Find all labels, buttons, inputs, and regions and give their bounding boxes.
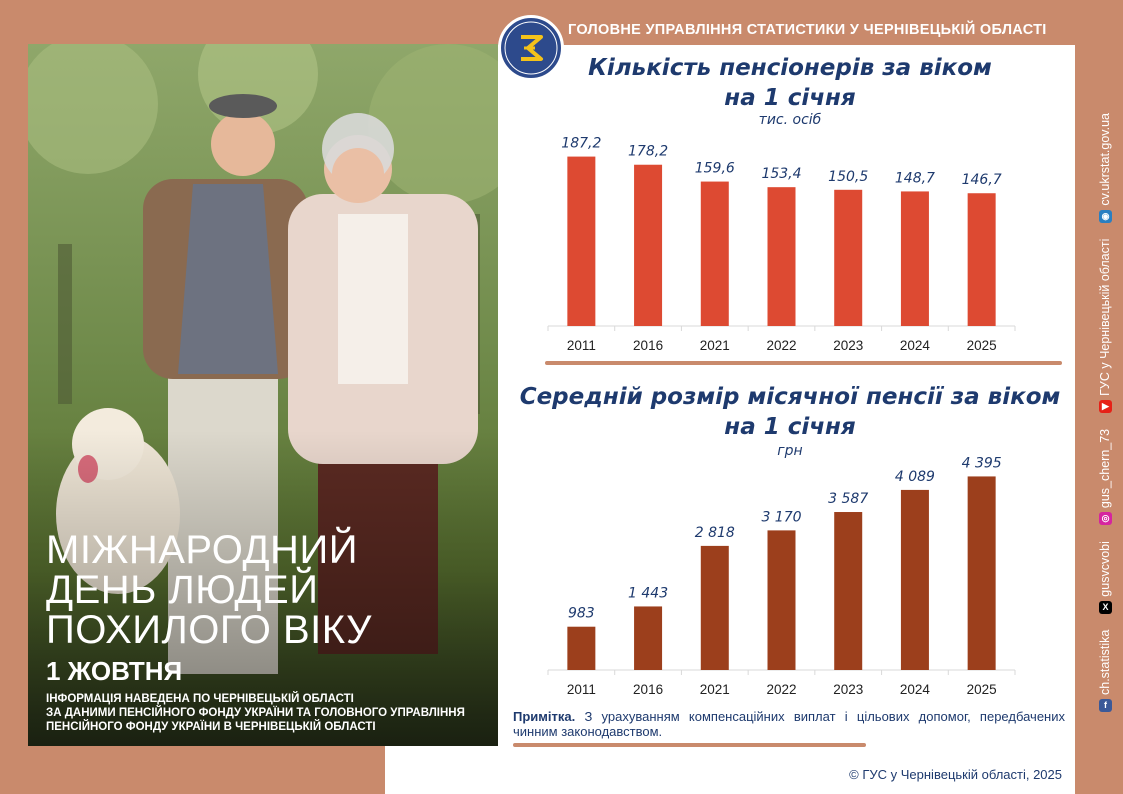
- bar-2022: [768, 187, 796, 326]
- data-label-2011: 187,2: [561, 135, 602, 152]
- org-title: ГОЛОВНЕ УПРАВЛІННЯ СТАТИСТИКИ У ЧЕРНІВЕЦЬКІЙ ОБЛАСТІ: [568, 22, 1047, 38]
- poster-title-line-2: ДЕНЬ ЛЮДЕЙ: [46, 568, 319, 612]
- social-label: cv.ukrstat.gov.ua: [1098, 112, 1112, 206]
- data-label-2022: 3 170: [761, 509, 802, 526]
- bar-2021: [701, 182, 729, 326]
- chart-1-title: [500, 53, 1080, 113]
- bar-2016: [634, 606, 662, 670]
- data-label-2021: 2 818: [694, 524, 735, 541]
- pensioners-count-chart: [540, 125, 1030, 360]
- data-label-2025: 146,7: [961, 172, 1002, 189]
- x-tick-label-2023: 2023: [833, 338, 864, 353]
- average-pension-chart: [540, 450, 1030, 700]
- bar-2023: [834, 190, 862, 326]
- x-tick-label-2022: 2022: [766, 682, 797, 697]
- chart-2-title-line-2: на 1 січня: [724, 414, 856, 440]
- social-item[interactable]: [1098, 113, 1112, 223]
- social-item[interactable]: [1098, 429, 1112, 525]
- x-tick-label-2016: 2016: [633, 338, 664, 353]
- web-icon: ◉: [1099, 210, 1112, 223]
- chart-note: [513, 709, 1065, 739]
- social-label: ch.statistika: [1098, 629, 1112, 695]
- chart-2-unit: грн: [777, 443, 803, 459]
- x-tick-label-2016: 2016: [633, 682, 664, 697]
- facebook-icon: f: [1099, 699, 1112, 712]
- data-label-2025: 4 395: [961, 455, 1002, 472]
- data-label-2024: 148,7: [894, 170, 935, 187]
- data-label-2016: 1 443: [628, 585, 669, 602]
- poster-title: [46, 530, 486, 650]
- chart-2-title-line-1: Середній розмір місячної пенсії за віком: [519, 384, 1061, 410]
- social-label: ГУС у Чернівецькій області: [1098, 238, 1112, 396]
- data-label-2023: 3 587: [828, 491, 869, 508]
- instagram-icon: ◎: [1099, 512, 1112, 525]
- data-label-2023: 150,5: [828, 168, 869, 185]
- poster-title-line-1: МІЖНАРОДНИЙ: [46, 528, 358, 572]
- note-divider: [513, 743, 866, 747]
- x-tick-label-2025: 2025: [966, 338, 997, 353]
- social-label: gus_chern_73: [1098, 428, 1112, 509]
- chart-divider: [545, 361, 1062, 365]
- bar-2025: [968, 193, 996, 326]
- x-tick-label-2021: 2021: [699, 682, 730, 697]
- x-tick-label-2024: 2024: [899, 682, 930, 697]
- data-label-2021: 159,6: [694, 160, 735, 177]
- social-item[interactable]: [1098, 239, 1112, 413]
- poster-date: 1 ЖОВТНЯ: [46, 656, 183, 686]
- copyright: © ГУС у Чернівецькій області, 2025: [849, 767, 1062, 782]
- poster-info: [46, 692, 496, 734]
- bar-2023: [834, 512, 862, 670]
- bar-2016: [634, 165, 662, 326]
- poster-info-line-1: ІНФОРМАЦІЯ НАВЕДЕНА ПО ЧЕРНІВЕЦЬКІЙ ОБЛАСТІ: [46, 693, 354, 705]
- x-icon: X: [1099, 601, 1112, 614]
- bar-2025: [968, 476, 996, 670]
- bar-2011: [567, 627, 595, 670]
- chart-2-title: [500, 382, 1080, 442]
- social-bar: [1080, 44, 1116, 744]
- chart-1-unit: тис. осіб: [758, 112, 822, 128]
- x-tick-label-2011: 2011: [566, 682, 596, 697]
- poster-title-line-3: ПОХИЛОГО ВІКУ: [46, 608, 372, 652]
- x-tick-label-2025: 2025: [966, 682, 997, 697]
- x-tick-label-2022: 2022: [766, 338, 797, 353]
- social-list: [1098, 32, 1112, 712]
- poster-info-line-3: ПЕНСІЙНОГО ФОНДУ УКРАЇНИ В ЧЕРНІВЕЦЬКІЙ ОБЛАСТІ: [46, 721, 376, 733]
- bar-2021: [701, 546, 729, 670]
- bar-2024: [901, 191, 929, 326]
- poster-info-line-2: ЗА ДАНИМИ ПЕНСІЙНОГО ФОНДУ УКРАЇНИ ТА ГОЛОВНОГО УПРАВЛІННЯ: [46, 707, 465, 719]
- chart-1-title-line-2: на 1 січня: [724, 85, 856, 111]
- bar-2022: [768, 530, 796, 670]
- note-label: Примітка.: [513, 709, 576, 724]
- bar-2011: [567, 157, 595, 326]
- youtube-icon: ▶: [1099, 400, 1112, 413]
- data-label-2022: 153,4: [761, 166, 802, 183]
- x-tick-label-2024: 2024: [899, 338, 930, 353]
- social-item[interactable]: [1098, 630, 1112, 712]
- x-tick-label-2023: 2023: [833, 682, 864, 697]
- bar-2024: [901, 490, 929, 670]
- social-label: gusvcvobi: [1098, 541, 1112, 597]
- data-label-2011: 983: [567, 605, 595, 622]
- data-label-2024: 4 089: [894, 468, 935, 485]
- x-tick-label-2021: 2021: [699, 338, 730, 353]
- chart-1-title-line-1: Кількість пенсіонерів за віком: [588, 55, 992, 81]
- social-item[interactable]: [1098, 541, 1112, 614]
- x-tick-label-2011: 2011: [566, 338, 596, 353]
- note-text: З урахуванням компенсаційних виплат і цільових допомог, передбачених чинним законодавством.: [513, 709, 1065, 739]
- data-label-2016: 178,2: [628, 143, 669, 160]
